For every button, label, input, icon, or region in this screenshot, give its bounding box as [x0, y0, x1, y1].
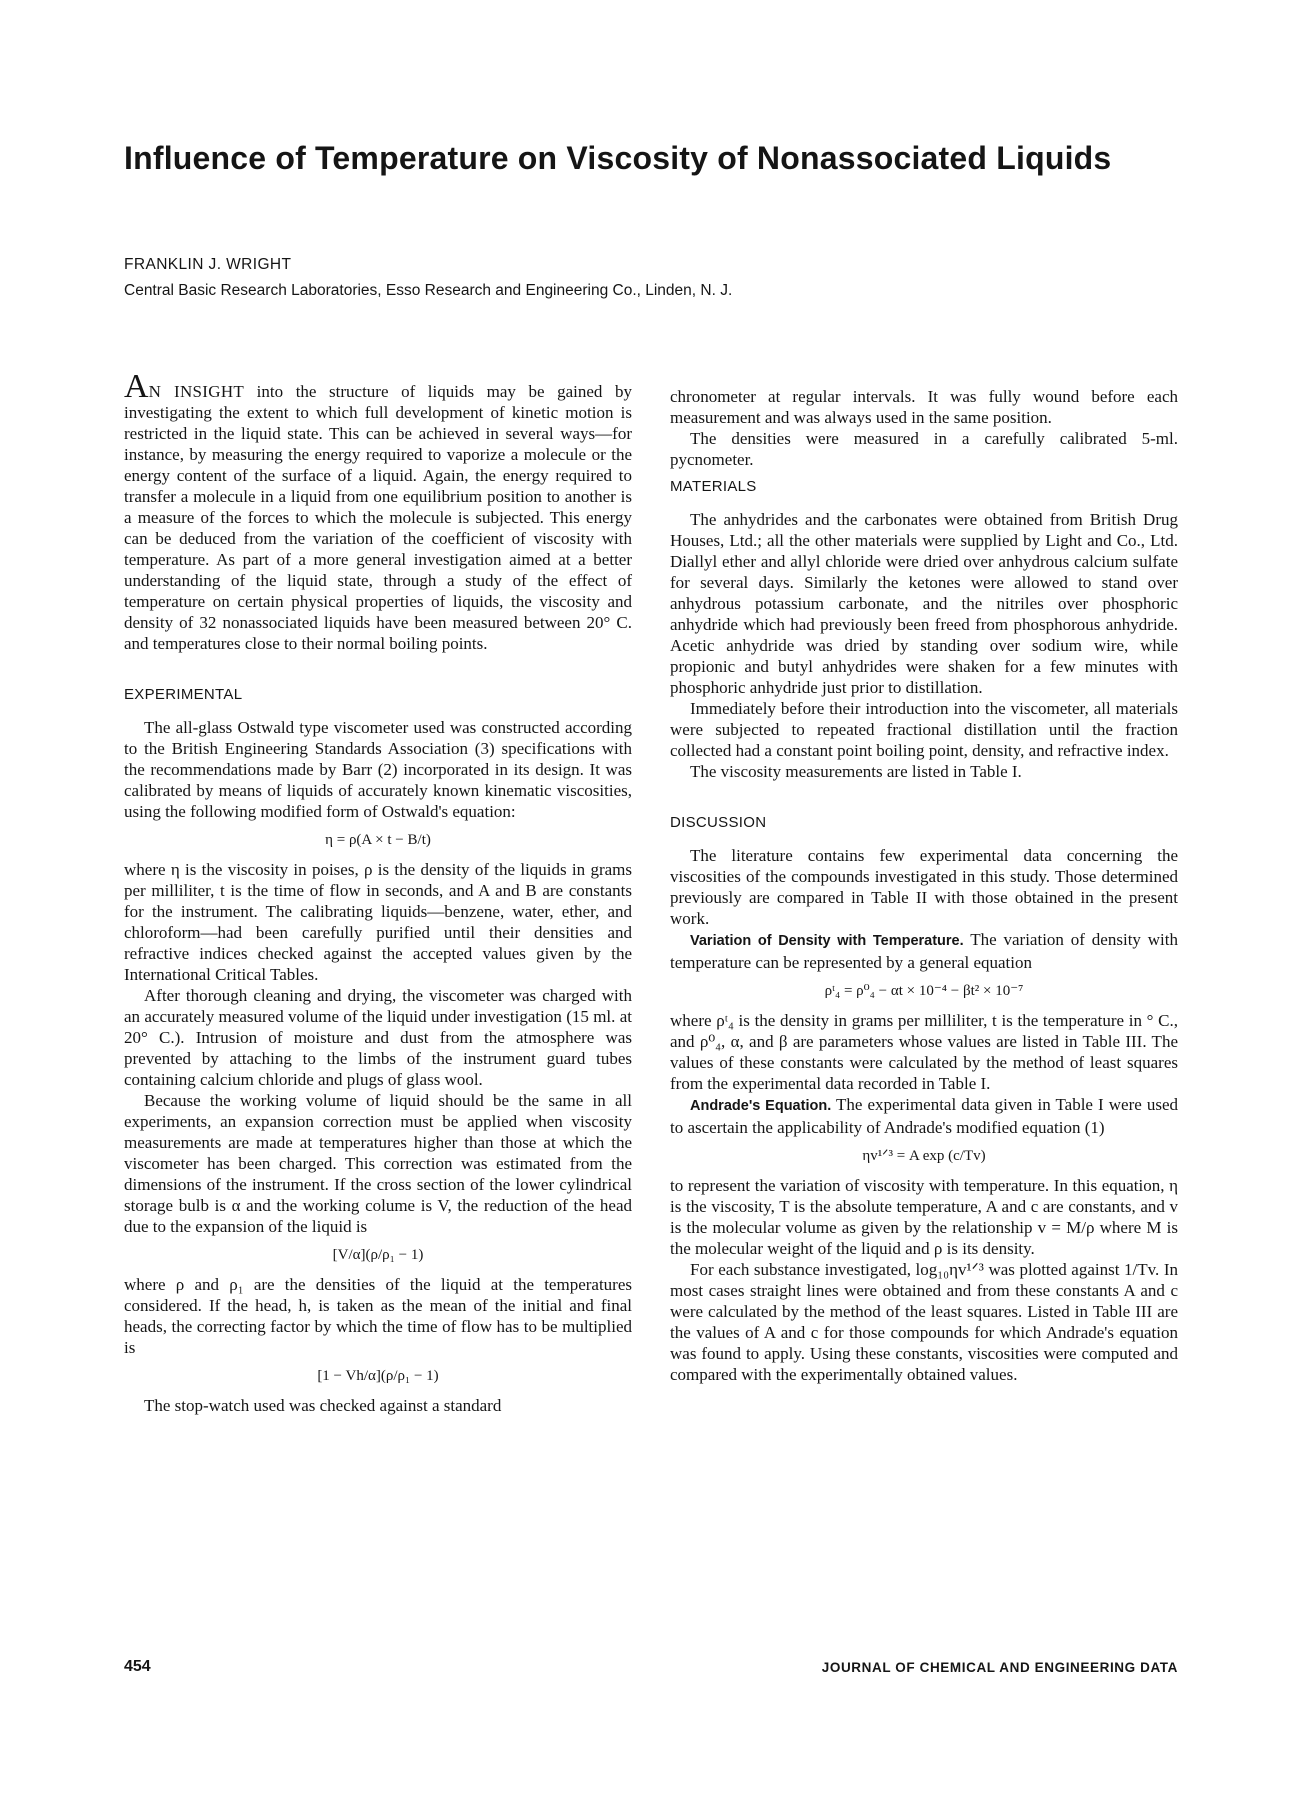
intro-lead: N INSIGHT [148, 382, 245, 401]
paragraph: For each substance investigated, log₁₀ηv¹ᐟ³ was plotted against 1/Tv. In most cases straight lines were obtained and from these constants A and c were calculated by the method of the least squares. Listed in Table III are the values of A and c for those compounds for which Andrade's equation was found to apply. Using these constants, viscosities were computed and compared with the experimentally obtained values. [670, 1260, 1178, 1384]
paragraph: Because the working volume of liquid should be the same in all experiments, an expansion correction must be applied when viscosity measurements are made at temperatures higher than those at which the viscometer has been charged. This correction was estimated from the dimensions of the instrument. If the cross section of the lower cylindrical storage bulb is α and the working colume is V, the reduction of the head due to the expansion of the liquid is [124, 1091, 632, 1236]
paragraph: The anhydrides and the carbonates were obtained from British Drug Houses, Ltd.; all the other materials were supplied by Light and Co., Ltd. Diallyl ether and allyl chloride were dried over anhydrous calcium sulfate for several days. Similarly the ketones were allowed to stand over anhydrous potassium carbonate, and the nitriles over phosphoric anhydride which had previously been freed from phosphorous anhydride. Acetic anhydride was dried by standing over sodium wire, while propionic and butyl anhydrides were shaken for a few minutes with phosphoric anhydride just prior to distillation. [670, 510, 1178, 697]
equation-correcting-factor: [1 − Vh/α](ρ/ρ₁ − 1) [317, 1368, 439, 1384]
equation-density: ρᵗ₄ = ρ⁰₄ − αt × 10⁻⁴ − βt² × 10⁻⁷ [824, 983, 1024, 999]
intro-paragraph [124, 368, 633, 654]
paragraph-text: The experimental data given in Table I were used to ascertain the applicability of Andrade's modified equation (1) [670, 1095, 1178, 1137]
paragraph: The viscosity measurements are listed in Table I. [690, 762, 1022, 781]
page-number: 454 [124, 1658, 151, 1675]
paragraph: Immediately before their introduction into the viscometer, all materials were subjected to repeated fractional distillation until the fraction collected had a constant point boiling point, density, and refractive index. [670, 699, 1178, 760]
paragraph: The literature contains few experimental data concerning the viscosities of the compounds investigated in this study. Those determined previously are compared in Table II with those obtained in the present work. [670, 846, 1178, 928]
paragraph-text: The variation of density with temperature can be represented by a general equation [670, 930, 1178, 972]
paragraph: where η is the viscosity in poises, ρ is the density of the liquids in grams per milliliter, t is the time of flow in seconds, and A and B are constants for the instrument. The calibrating liquids—benzene, water, ether, and chloroform—had been carefully purified until their densities and refractive indices checked against the accepted values given by the International Critical Tables. [124, 860, 632, 984]
runin-heading-andrade: Andrade's Equation. [690, 1098, 832, 1114]
section-heading-discussion: DISCUSSION [670, 814, 767, 831]
author-name: FRANKLIN J. WRIGHT [124, 256, 292, 273]
runin-heading-density: Variation of Density with Temperature. [690, 933, 964, 949]
paragraph: where ρ and ρ₁ are the densities of the liquid at the temperatures considered. If the head, h, is taken as the mean of the initial and final heads, the correcting factor by which the time of flow has to be multiplied is [124, 1275, 632, 1357]
author-affiliation: Central Basic Research Laboratories, Esso Research and Engineering Co., Linden, N. J. [124, 282, 733, 299]
paragraph-density [670, 929, 1178, 973]
paragraph: to represent the variation of viscosity with temperature. In this equation, η is the viscosity, T is the absolute temperature, A and c are constants, and v is the molecular volume as given by the relationship v = M/ρ where M is the molecular weight of the liquid and ρ is its density. [670, 1176, 1178, 1258]
equation-ostwald: η = ρ(A × t − B/t) [325, 832, 431, 848]
section-heading-materials: MATERIALS [670, 478, 757, 495]
paragraph: After thorough cleaning and drying, the viscometer was charged with an accurately measured volume of the liquid under investigation (15 ml. at 20° C.). Intrusion of moisture and dust from the atmosphere was prevented by attaching to the limbs of the instrument guard tubes containing calcium chloride and plugs of glass wool. [124, 986, 632, 1089]
paragraph: The stop-watch used was checked against a standard [144, 1396, 502, 1415]
right-column [670, 386, 1178, 1385]
paragraph: The densities were measured in a carefully calibrated 5-ml. pycnometer. [670, 429, 1178, 469]
intro-text: into the structure of liquids may be gained by investigating the extent to which full development of kinetic motion is restricted in the liquid state. This can be achieved in several ways—for instance, by measuring the energy required to vaporize a molecule or the energy content of the surface of a liquid. Again, the energy required to transfer a molecule in a liquid from one equilibrium position to another is a measure of the forces to which the molecule is subjected. This energy can be deduced from the variation of the coefficient of viscosity with temperature. As part of a more general investigation aimed at a better understanding of the liquid state, through a study of the effect of temperature on certain physical properties of liquids, the viscosity and density of 32 nonassociated liquids have been measured between 20° C. and temperatures close to their normal boiling points. [124, 382, 633, 653]
paragraph: where ρᵗ₄ is the density in grams per milliliter, t is the temperature in ° C., and ρ⁰₄, α, and β are parameters whose values are listed in Table III. The values of these constants were calculated by the method of least squares from the experimental data recorded in Table I. [670, 1011, 1178, 1093]
left-column [124, 368, 633, 1416]
paragraph: chronometer at regular intervals. It was fully wound before each measurement and was always used in the same position. [670, 387, 1178, 427]
equation-andrade: ηv¹ᐟ³ = A exp (c/Tv) [862, 1148, 986, 1164]
section-heading-experimental: EXPERIMENTAL [124, 686, 243, 703]
equation-head-reduction: [V/α](ρ/ρ₁ − 1) [332, 1247, 424, 1263]
paragraph: The all-glass Ostwald type viscometer used was constructed according to the British Engineering Standards Association (3) specifications with the recommendations made by Barr (2) incorporated in its design. It was calibrated by means of liquids of accurately known kinematic viscosities, using the following modified form of Ostwald's equation: [124, 718, 632, 821]
drop-cap: A [124, 368, 149, 405]
article-title: Influence of Temperature on Viscosity of Nonassociated Liquids [124, 140, 1112, 176]
journal-name: JOURNAL OF CHEMICAL AND ENGINEERING DATA [821, 1660, 1178, 1675]
paragraph-andrade [670, 1094, 1178, 1138]
